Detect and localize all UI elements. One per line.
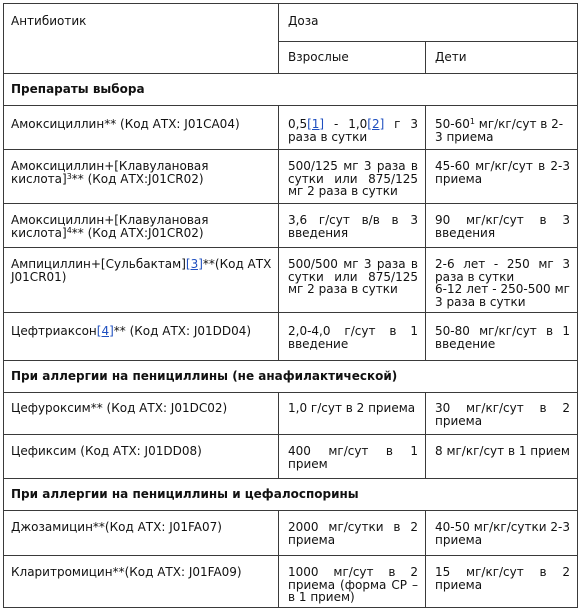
section-title: Препараты выбора [11,82,145,96]
adult-dose: 2000 мг/сутки в 2 приема [288,520,418,547]
adult-dose: 1,0 г/сут в 2 приема [288,401,416,415]
drug-name: Джозамицин**(Код АТХ: J01FA07) [11,520,222,534]
adult-dose: 0,5[1] - 1,0[2] г 3 раза в сутки [288,117,418,144]
section-title: При аллергии на пенициллины и цефалоспорины [11,487,359,501]
child-dose: 45-60 мг/кг/сут в 2-3 приема [435,159,570,186]
child-dose: 8 мг/кг/сут в 1 прием [435,444,570,458]
child-dose: $50-60^1$ мг/кг/сут в 2-3 приема [435,117,564,144]
header-antibiotic: Антибиотик [11,14,87,28]
adult-dose: 2,0-4,0 г/сут в 1 введение [288,324,418,351]
adult-dose: 1000 мг/сут в 2 приема (форма СР – в 1 прием) [288,565,418,604]
child-dose: 40-50 мг/кг/сутки 2-3 приема [435,520,570,547]
child-dose: 30 мг/кг/сут в 2 приема [435,401,570,428]
drug-name: Амоксициллин** (Код АТХ: J01CA04) [11,117,240,131]
drug-name: Цефтриаксон[4]** (Код АТХ: J01DD04) [11,324,252,338]
reference-link-2[interactable]: [2] [367,117,385,131]
drug-name: Амоксициллин+[Клавулановая кислота]$^4$** (Код АТХ:J01CR02) [11,213,209,240]
header-children: Дети [435,50,467,64]
drug-name: Ампициллин+[Сульбактам][3]**(Код АТХ J01CR01) [11,257,272,284]
child-dose: 90 мг/кг/сут в 3 введения [435,213,570,240]
drug-name: Амоксициллин+[Клавулановая кислота]$^3$** (Код АТХ:J01CR02) [11,159,209,186]
reference-link-3[interactable]: [3] [185,257,203,271]
child-dose-line: 6-12 лет - 250-500 мг 3 раза в сутки [435,282,570,309]
drug-name: Кларитромицин**(Код АТХ: J01FA09) [11,565,242,579]
adult-dose: 3,6 г/сут в/в в 3 введения [288,213,418,240]
adult-dose: 500/125 мг 3 раза в сутки или 875/125 мг 2 раза в сутки [288,159,418,198]
child-dose: 15 мг/кг/сут в 2 приема [435,565,570,592]
adult-dose: 400 мг/сут в 1 прием [288,444,418,471]
reference-link-4[interactable]: [4] [96,324,114,338]
drug-name: Цефуроксим** (Код АТХ: J01DC02) [11,401,228,415]
adult-dose: 500/500 мг 3 раза в сутки или 875/125 мг 2 раза в сутки [288,257,418,296]
section-title: При аллергии на пенициллины (не анафилактической) [11,369,398,383]
reference-link-1[interactable]: [1] [307,117,325,131]
child-dose [435,258,570,308]
header-dose: Доза [288,14,319,28]
child-dose: 50-80 мг/кг/сут в 1 введение [435,324,570,351]
dosage-table [3,3,578,614]
child-dose-line: 2-6 лет - 250 мг 3 раза в сутки [435,257,570,284]
header-adults: Взрослые [288,50,349,64]
drug-name: Цефиксим (Код АТХ: J01DD08) [11,444,202,458]
